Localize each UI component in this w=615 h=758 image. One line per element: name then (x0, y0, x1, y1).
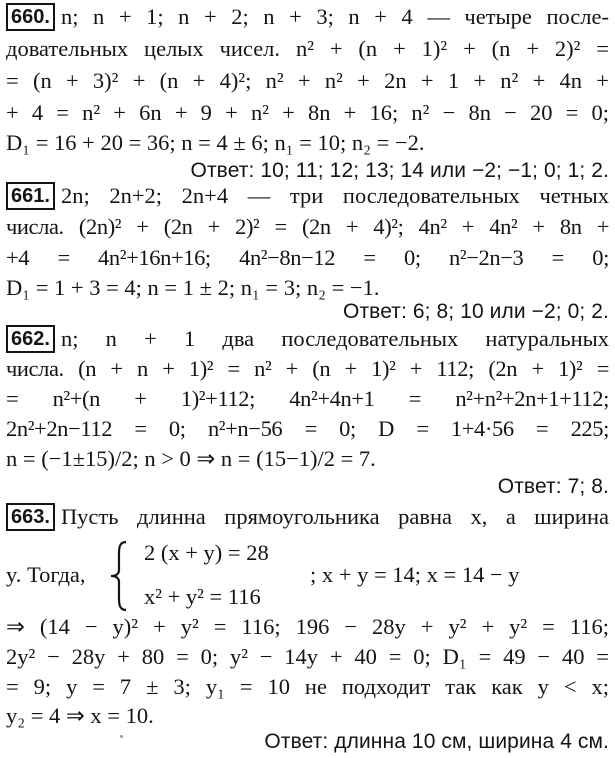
system-equation-1: 2 (x + y) = 28 (144, 540, 269, 565)
p661-line-1: 661. 2n; 2n+2; 2n+4 — три последовательных четных (6, 181, 609, 211)
p663-line-3: ⇒ (14 − y)² + y² = 116; 196 − 28y + y² + y² = 116; (6, 614, 609, 639)
p660-line-4: + 4 = n² + 6n + 9 + n² + 8n + 16; n² − 8n − 20 = 0; (6, 100, 609, 125)
p660-line-1: 660. n; n + 1; n + 2; n + 3; n + 4 — четыре после- (6, 2, 609, 32)
p660-line-3: = (n + 3)² + (n + 4)²; n² + n² + 2n + 1 + n² + 4n + (6, 68, 609, 93)
p663-answer: Ответ: длинна 10 см, ширина 4 см. (264, 730, 609, 753)
p661-answer: Ответ: 6; 8; 10 или −2; 0; 2. (343, 300, 609, 323)
system-intro: y. Тогда, (6, 562, 86, 587)
problem-number-660: 660. (6, 3, 55, 31)
p660-line-2: довательных целых чисел. n² + (n + 1)² + (n + 2)² = (6, 36, 609, 61)
system-equation-2: x² + y² = 116 (144, 584, 261, 609)
equation-system-block (6, 538, 609, 610)
p661-line-3: +4 = 4n²+16n+16; 4n²−8n−12 = 0; n²−2n−3 = 0; (6, 245, 609, 270)
p663-line-1: 663. Пусть длинна прямоугольника равна x, а ширина (6, 502, 609, 532)
p663-line-6: y₂ = 4 ⇒ x = 10. (6, 703, 154, 728)
problem-number-663: 663. (6, 503, 55, 531)
p663-line-4: 2y² − 28y + 80 = 0; y² − 14y + 40 = 0; D₁ = 49 − 40 = (6, 644, 609, 669)
p662-answer: Ответ: 7; 8. (497, 475, 609, 498)
p661-line-4: D₁ = 1 + 3 = 4; n = 1 ± 2; n₁ = 3; n₂ = −1. (6, 275, 380, 300)
p662-line-4: 2n²+2n−112 = 0; n²+n−56 = 0; D = 1+4·56 = 225; (6, 416, 609, 441)
system-consequence: ; x + y = 14; x = 14 − y (310, 562, 520, 587)
p660-line-5: D₁ = 16 + 20 = 36; n = 4 ± 6; n₁ = 10; n₂ = −2. (6, 130, 425, 155)
problem-number-661: 661. (6, 182, 55, 210)
p663-line-5: = 9; y = 7 ± 3; y₁ = 10 не подходит так как y < x; (6, 674, 609, 699)
p662-line-2: числа. (n + n + 1)² = n² + (n + 1)² + 112; (2n + 1)² = (6, 356, 609, 381)
left-brace-icon (108, 540, 130, 612)
p662-line-5: n = (−1±15)/2; n > 0 ⇒ n = (15−1)/2 = 7. (6, 446, 376, 471)
p661-line-2: числа. (2n)² + (2n + 2)² = (2n + 4)²; 4n² + 4n² + 8n + (6, 214, 609, 239)
scan-speck (120, 735, 123, 738)
p662-line-3: = n²+(n + 1)²+112; 4n²+4n+1 = n²+n²+2n+1+112; (6, 386, 609, 411)
problem-number-662: 662. (6, 325, 55, 353)
p660-answer: Ответ: 10; 11; 12; 13; 14 или −2; −1; 0; 1; 2. (190, 159, 609, 182)
p662-line-1: 662. n; n + 1 два последовательных натуральных (6, 324, 609, 354)
